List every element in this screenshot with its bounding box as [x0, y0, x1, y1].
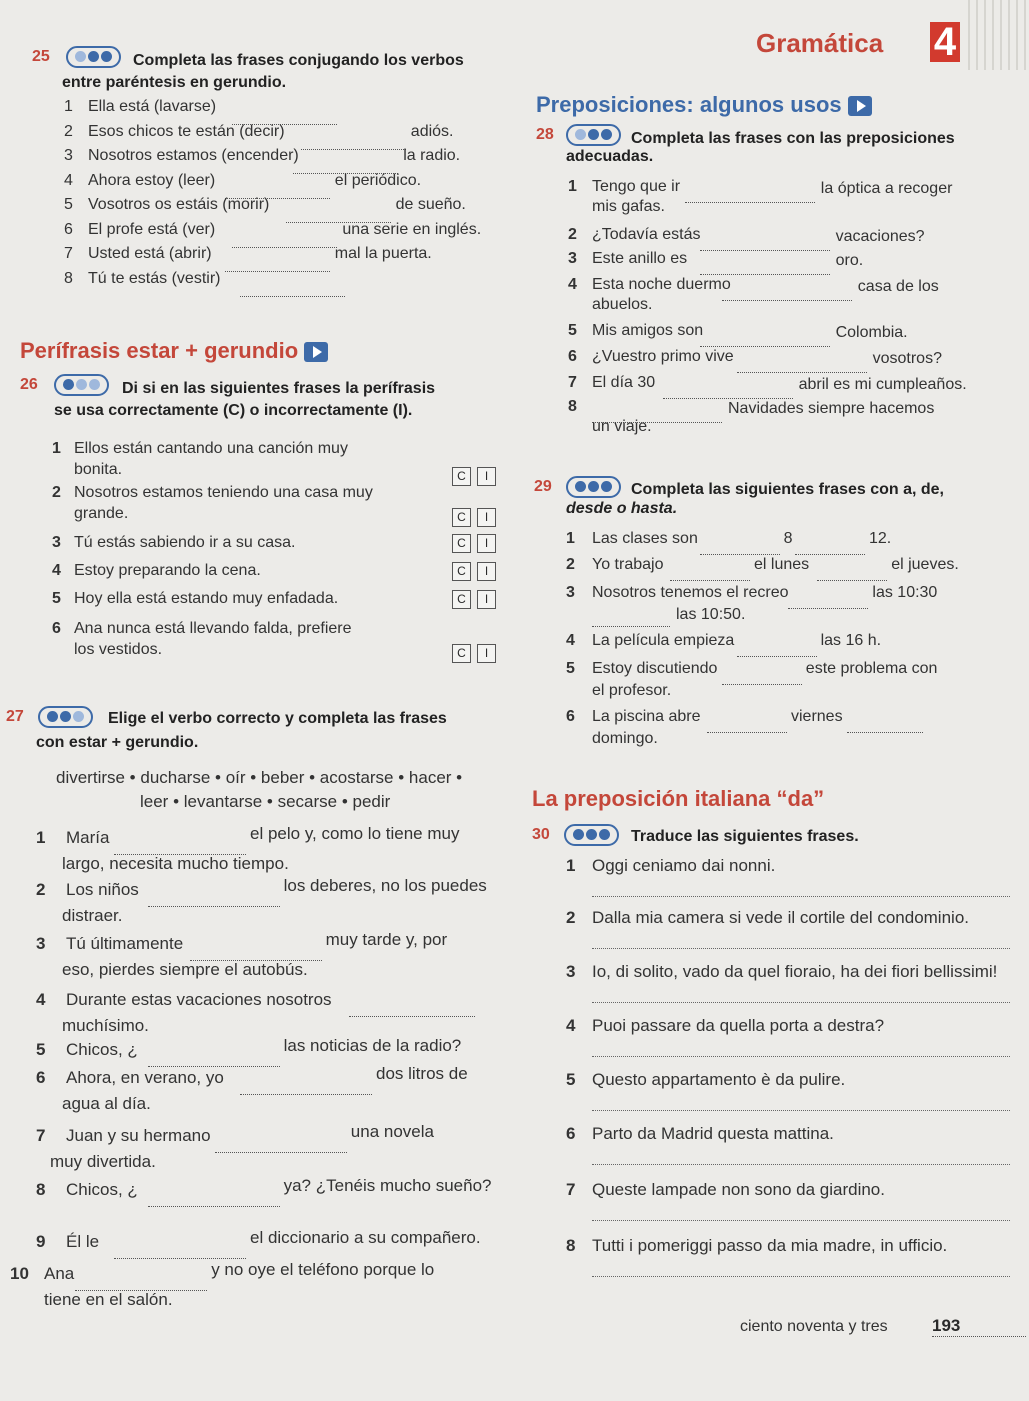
item-number: 10 [10, 1264, 29, 1283]
item-number: 3 [568, 250, 577, 267]
ex29-instruction-2: desde o hasta. [566, 500, 678, 517]
item-text-mid: el lunes [754, 556, 810, 573]
italian-sentence: Io, di solito, vado da quel fioraio, ha dei fiori bellissimi! [592, 962, 998, 981]
difficulty-dots [66, 46, 127, 68]
answer-blank[interactable] [301, 137, 406, 155]
difficulty-dots [54, 374, 115, 396]
item-text: Tengo que ir [592, 178, 681, 195]
item-text-end: Colombia. [835, 324, 908, 341]
item-text: El día 30 [592, 374, 656, 391]
answer-blank[interactable] [148, 1194, 280, 1212]
page-number: 193 [932, 1316, 1026, 1337]
item-number: 9 [36, 1232, 46, 1251]
item-text: Vosotros os estáis (morir) [88, 196, 270, 213]
item-text: Estoy discutiendo [592, 660, 718, 677]
item-text-2: grande. [74, 505, 129, 522]
item-text: El profe está (ver) [88, 220, 216, 238]
word-bank-line-1: divertirse • ducharse • oír • beber • acostarse • hacer • [56, 768, 463, 787]
correct-checkbox[interactable]: C [452, 534, 471, 553]
incorrect-checkbox[interactable]: I [477, 590, 496, 609]
item-number: 5 [568, 322, 577, 339]
item-text: Chicos, ¿ [66, 1180, 138, 1199]
item-text-end: oro. [835, 252, 864, 269]
item-text-end: dos litros de [376, 1064, 468, 1083]
correct-checkbox[interactable]: C [452, 590, 471, 609]
incorrect-checkbox[interactable]: I [477, 508, 496, 527]
ex27-instruction-2: con estar + gerundio. [36, 734, 199, 751]
c-i-boxes [446, 534, 496, 553]
item-text-2: abuelos. [592, 296, 653, 313]
item-text: Chicos, ¿ [66, 1040, 138, 1059]
ex27-instruction: Elige el verbo correcto y completa las frases [108, 710, 447, 727]
ex28-number: 28 [536, 126, 554, 143]
item-text: Ellos están cantando una canción muy [74, 440, 348, 457]
c-i-boxes [446, 590, 496, 609]
italian-sentence: Tutti i pomeriggi passo da mia madre, in ufficio. [592, 1236, 948, 1255]
item-number: 5 [566, 660, 575, 677]
ex29-number: 29 [534, 478, 552, 495]
item-number: 8 [36, 1180, 46, 1199]
item-text-end: casa de los [857, 278, 939, 295]
answer-blank[interactable] [592, 614, 670, 632]
difficulty-dots [566, 476, 627, 498]
item-text: Tú últimamente [66, 934, 184, 953]
correct-checkbox[interactable]: C [452, 508, 471, 527]
item-text-mid: las 10:30 [872, 584, 938, 601]
incorrect-checkbox[interactable]: I [477, 562, 496, 581]
answer-blank[interactable] [707, 720, 787, 738]
item-text-mid: 8 [783, 530, 793, 547]
item-text-2: domingo. [592, 730, 658, 747]
unit-tab: 4 [930, 22, 960, 62]
item-number: 5 [36, 1040, 46, 1059]
item-number: 8 [64, 269, 73, 287]
answer-blank[interactable] [700, 238, 830, 256]
answer-blank[interactable] [225, 259, 330, 277]
item-text: ¿Vuestro primo vive [592, 348, 734, 365]
page-title: Gramática [756, 28, 884, 58]
item-text-mid: viernes [791, 708, 843, 725]
item-number: 4 [52, 562, 61, 579]
item-text-2: los vestidos. [74, 641, 163, 658]
c-i-boxes [446, 508, 496, 527]
item-text-end: de sueño. [395, 196, 466, 213]
item-text: Nosotros estamos (encender) [88, 147, 299, 164]
answer-blank[interactable] [722, 672, 802, 690]
item-number: 2 [52, 484, 61, 501]
item-number: 3 [52, 534, 61, 551]
item-number: 6 [64, 220, 73, 238]
ex30-number: 30 [532, 826, 550, 843]
item-text-end: los deberes, no los puedes [283, 876, 487, 895]
incorrect-checkbox[interactable]: I [477, 467, 496, 486]
item-number: 1 [64, 98, 73, 115]
item-text-end: abril es mi cumpleaños. [798, 376, 967, 393]
translation-line[interactable] [592, 1110, 1010, 1111]
item-text: Esta noche duermo [592, 276, 731, 293]
ex25-instruction-2: entre paréntesis en gerundio. [62, 74, 287, 91]
answer-blank[interactable] [685, 190, 815, 208]
item-number: 2 [566, 556, 575, 573]
item-text: Yo trabajo [592, 556, 664, 573]
item-text-2: un viaje. [592, 418, 652, 435]
ex29-instruction: Completa las siguientes frases con a, de, [631, 481, 944, 498]
item-text: ¿Todavía estás [592, 226, 701, 243]
item-text: Él le [66, 1232, 100, 1251]
ex26-number: 26 [20, 376, 38, 393]
page-number-words: ciento noventa y tres [740, 1318, 888, 1335]
item-text: Esos chicos te están (decir) [88, 122, 285, 140]
item-text: La piscina abre [592, 708, 701, 725]
item-number: 4 [566, 632, 575, 649]
item-number: 1 [568, 178, 577, 195]
italian-sentence: Oggi ceniamo dai nonni. [592, 856, 776, 875]
item-text-2: agua al día. [62, 1094, 151, 1113]
translation-line[interactable] [592, 896, 1010, 897]
item-number: 2 [64, 122, 73, 140]
item-text-end: mal la puerta. [334, 245, 432, 262]
item-number: 2 [36, 880, 46, 899]
video-play-icon[interactable] [848, 96, 872, 116]
ex26-instruction: Di si en las siguientes frases la perífrasis [122, 380, 436, 397]
item-text: Juan y su hermano [66, 1126, 211, 1145]
item-number: 1 [52, 440, 61, 457]
item-text: La película empieza [592, 632, 735, 649]
item-text: Hoy ella está estando muy enfadada. [74, 590, 339, 607]
item-text-2: muy divertida. [50, 1152, 156, 1171]
item-number: 1 [566, 856, 576, 875]
item-number: 4 [566, 1016, 576, 1035]
item-text-end: una novela [350, 1122, 434, 1141]
item-text: Estoy preparando la cena. [74, 562, 261, 579]
item-number: 6 [36, 1068, 46, 1087]
translation-line[interactable] [592, 948, 1010, 949]
ex27-number: 27 [6, 708, 24, 725]
italian-sentence: Parto da Madrid questa mattina. [592, 1124, 834, 1143]
italian-sentence: Dalla mia camera si vede il cortile del condominio. [592, 908, 969, 927]
item-text-2: bonita. [74, 461, 123, 478]
item-number: 8 [568, 398, 577, 415]
item-number: 8 [566, 1236, 576, 1255]
c-i-boxes [446, 644, 496, 663]
answer-blank[interactable] [722, 288, 852, 306]
ex26-instruction-2: se usa correctamente (C) o incorrectamente (I). [54, 402, 413, 419]
ex30-instruction: Traduce las siguientes frases. [631, 828, 859, 845]
item-text-2: tiene en el salón. [44, 1290, 173, 1309]
c-i-boxes [446, 467, 496, 486]
item-number: 5 [566, 1070, 576, 1089]
word-bank-line-2: leer • levantarse • secarse • pedir [140, 792, 391, 811]
item-number: 1 [566, 530, 575, 547]
item-text-2: eso, pierdes siempre el autobús. [62, 960, 308, 979]
item-text: Durante estas vacaciones nosotros [66, 990, 332, 1009]
italian-sentence: Puoi passare da quella porta a destra? [592, 1016, 885, 1035]
item-number: 2 [568, 226, 577, 243]
item-number: 6 [566, 708, 575, 725]
italian-sentence: Questo appartamento è da pulire. [592, 1070, 846, 1089]
item-text-end: el pelo y, como lo tiene muy [250, 824, 460, 843]
ex25-number: 25 [32, 48, 50, 65]
answer-blank[interactable] [737, 644, 817, 662]
answer-blank[interactable] [148, 894, 280, 912]
italian-sentence: Queste lampade non sono da giardino. [592, 1180, 885, 1199]
item-text-end: vacaciones? [835, 228, 925, 245]
item-text: Nosotros tenemos el recreo [592, 584, 789, 601]
item-number: 4 [568, 276, 577, 293]
item-number: 6 [568, 348, 577, 365]
item-text: Los niños [66, 880, 139, 899]
item-text-end: el periódico. [334, 171, 422, 189]
incorrect-checkbox[interactable]: I [477, 534, 496, 553]
item-number: 6 [52, 620, 61, 637]
item-number: 7 [36, 1126, 46, 1145]
item-number: 1 [36, 828, 46, 847]
item-number: 5 [64, 196, 73, 213]
correct-checkbox[interactable]: C [452, 562, 471, 581]
item-text: Ahora estoy (leer) [88, 171, 216, 189]
correct-checkbox[interactable]: C [452, 467, 471, 486]
translation-line[interactable] [592, 1220, 1010, 1221]
item-text: Este anillo es [592, 250, 688, 267]
item-text-end: vosotros? [872, 350, 942, 367]
answer-blank[interactable] [788, 596, 868, 614]
item-text: Ana [44, 1264, 75, 1283]
item-text: Usted está (abrir) [88, 245, 212, 262]
item-text-end: muy tarde y, por [325, 930, 448, 949]
difficulty-dots [38, 706, 99, 728]
item-text-end: adiós. [410, 122, 454, 140]
item-text-2: largo, necesita mucho tiempo. [62, 854, 289, 873]
translation-line[interactable] [592, 1276, 1010, 1277]
item-text: Ana nunca está llevando falda, prefiere [74, 620, 352, 637]
difficulty-dots [564, 824, 625, 846]
answer-blank[interactable] [240, 1082, 372, 1100]
item-text-end: las noticias de la radio? [283, 1036, 462, 1055]
section-title-perifrasis: Perífrasis estar + gerundio [20, 338, 328, 364]
item-text: Las clases son [592, 530, 698, 547]
incorrect-checkbox[interactable]: I [477, 644, 496, 663]
difficulty-dots [566, 124, 627, 146]
section-title-preposiciones: Preposiciones: algunos usos [536, 92, 872, 118]
item-text: María [66, 828, 110, 847]
c-i-boxes [446, 562, 496, 581]
answer-blank[interactable] [240, 284, 345, 302]
answer-blank[interactable] [847, 720, 923, 738]
item-text: Nosotros estamos teniendo una casa muy [74, 484, 373, 501]
translation-line[interactable] [592, 1164, 1010, 1165]
item-text-2: distraer. [62, 906, 123, 925]
item-number: 3 [566, 962, 576, 981]
item-text-mid: las 16 h. [820, 632, 882, 649]
answer-blank[interactable] [232, 235, 337, 253]
item-number: 3 [566, 584, 575, 601]
answer-blank[interactable] [215, 1140, 347, 1158]
item-number: 5 [52, 590, 61, 607]
translation-line[interactable] [592, 1002, 1010, 1003]
ex25-instruction: Completa las frases conjugando los verbos [133, 52, 464, 69]
item-text-end: ya? ¿Tenéis mucho sueño? [283, 1176, 492, 1195]
item-text-end: 12. [869, 530, 892, 547]
item-text-end: el jueves. [891, 556, 959, 573]
item-text-end: una serie en inglés. [342, 220, 482, 238]
item-text-2: mis gafas. [592, 198, 665, 215]
edge-stripes [968, 0, 1029, 70]
item-number: 7 [568, 374, 577, 391]
translation-line[interactable] [592, 1056, 1010, 1057]
item-text-2: muchísimo. [62, 1016, 149, 1035]
item-number: 3 [64, 147, 73, 164]
correct-checkbox[interactable]: C [452, 644, 471, 663]
item-text-end: la óptica a recoger [820, 180, 953, 197]
video-play-icon[interactable] [304, 342, 328, 362]
item-number: 4 [36, 990, 46, 1009]
item-text: Mis amigos son [592, 322, 704, 339]
item-text-end: y no oye el teléfono porque lo [211, 1260, 435, 1279]
item-text-2: las 10:50. [676, 606, 746, 623]
item-text-end: Navidades siempre hacemos [728, 400, 935, 417]
item-text-end: el diccionario a su compañero. [250, 1228, 481, 1247]
item-number: 3 [36, 934, 46, 953]
answer-blank[interactable] [349, 1004, 475, 1022]
item-text-end: la radio. [403, 147, 461, 164]
item-text: Tú te estás (vestir) [88, 269, 221, 287]
ex28-instruction-2: adecuadas. [566, 148, 654, 165]
section-title-italiana: La preposición italiana “da” [532, 786, 825, 811]
item-text: Ahora, en verano, yo [66, 1068, 224, 1087]
item-text: Ella está (lavarse) [88, 98, 217, 115]
ex28-instruction: Completa las frases con las preposiciones [631, 130, 955, 147]
item-number: 2 [566, 908, 576, 927]
item-text-mid: este problema con [805, 660, 938, 677]
item-text: Tú estás sabiendo ir a su casa. [74, 534, 296, 551]
item-number: 6 [566, 1124, 576, 1143]
item-number: 7 [566, 1180, 576, 1199]
item-number: 4 [64, 171, 73, 189]
item-number: 7 [64, 245, 73, 262]
item-text-2: el profesor. [592, 682, 672, 699]
